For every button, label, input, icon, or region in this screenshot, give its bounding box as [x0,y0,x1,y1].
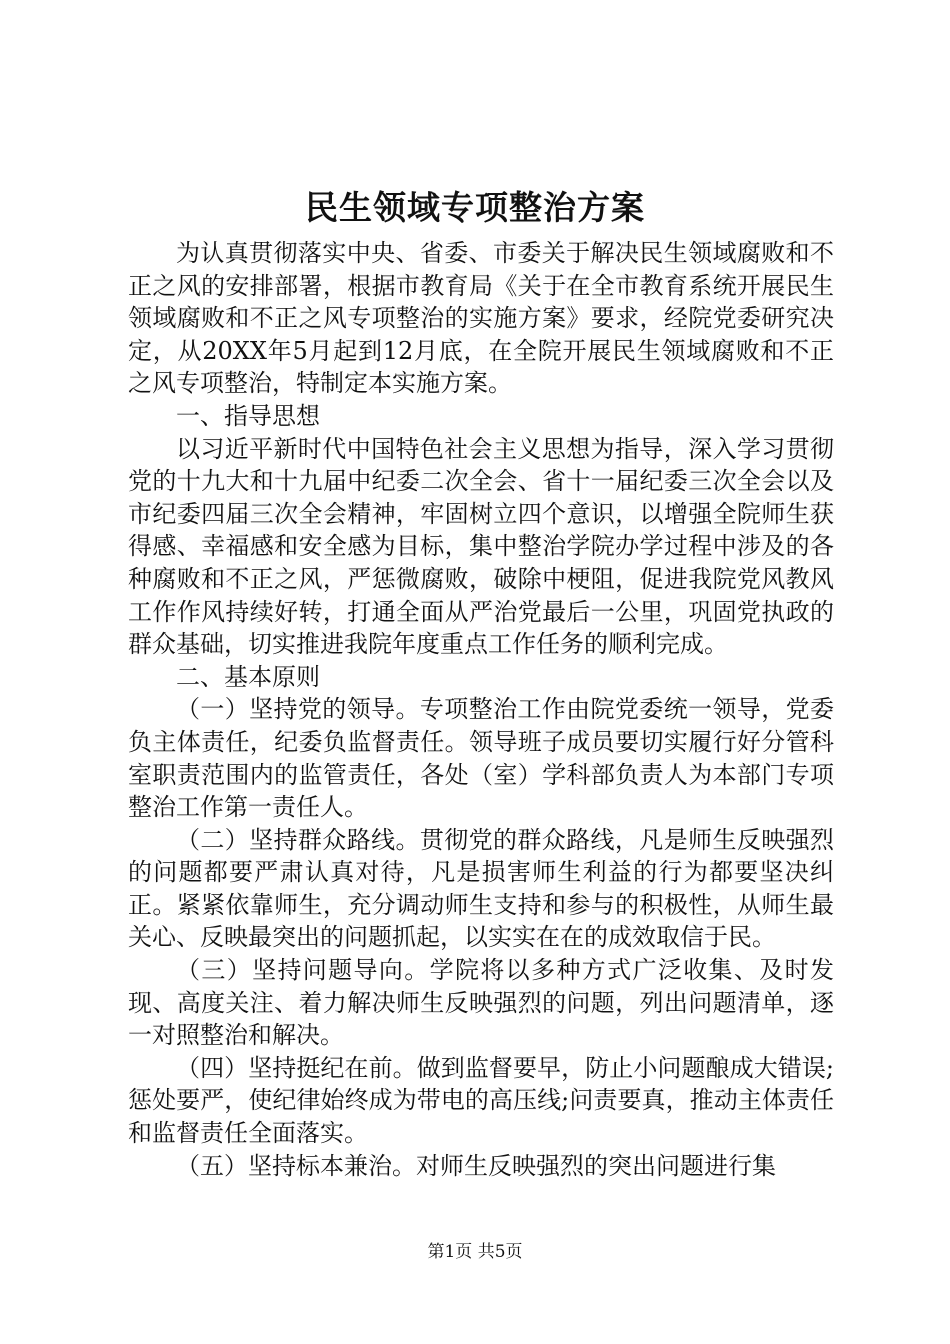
paragraph-guiding-thought: 以习近平新时代中国特色社会主义思想为指导，深入学习贯彻党的十九大和十九届中纪委二次全会、省十一届纪委三次全会以及市纪委四届三次全会精神，牢固树立四个意识，以增强全院师生获得感、幸福感和安全感为目标，集中整治学院办学过程中涉及的各种腐败和不正之风，严惩微腐败，破除中梗阻，促进我院党风教风工作作风持续好转，打通全面从严治党最后一公里，巩固党执政的群众基础，切实推进我院年度重点工作任务的顺利完成。 [128,434,834,659]
document-body [128,237,834,1182]
heading-basic-principles: 二、基本原则 [176,662,320,691]
paragraph-principle-5: （五）坚持标本兼治。对师生反映强烈的突出问题进行集 [176,1151,776,1180]
paragraph-principle-2: （二）坚持群众路线。贯彻党的群众路线，凡是师生反映强烈的问题都要严肃认真对待，凡是损害师生利益的行为都要坚决纠正。紧紧依靠师生，充分调动师生支持和参与的积极性，从师生最关心、反映最突出的问题抓起，以实实在在的成效取信于民。 [128,825,834,952]
heading-guiding-thought: 一、指导思想 [176,401,320,430]
paragraph-intro: 为认真贯彻落实中央、省委、市委关于解决民生领域腐败和不正之风的安排部署，根据市教育局《关于在全市教育系统开展民生领域腐败和不正之风专项整治的实施方案》要求，经院党委研究决定，从20XX年5月起到12月底，在全院开展民生领域腐败和不正之风专项整治，特制定本实施方案。 [128,239,834,398]
page-number-footer: 第1页 共5页 [427,1242,523,1262]
document-title: 民生领域专项整治方案 [305,188,645,227]
paragraph-principle-3: （三）坚持问题导向。学院将以多种方式广泛收集、及时发现、高度关注、着力解决师生反映强烈的问题，列出问题清单，逐一对照整治和解决。 [128,956,834,1050]
paragraph-principle-4: （四）坚持挺纪在前。做到监督要早，防止小问题酿成大错误;惩处要严，使纪律始终成为带电的高压线;问责要真，推动主体责任和监督责任全面落实。 [128,1053,834,1148]
paragraph-principle-1: （一）坚持党的领导。专项整治工作由院党委统一领导，党委负主体责任，纪委负监督责任。领导班子成员要切实履行好分管科室职责范围内的监管责任，各处（室）学科部负责人为本部门专项整治工作第一责任人。 [128,695,834,822]
